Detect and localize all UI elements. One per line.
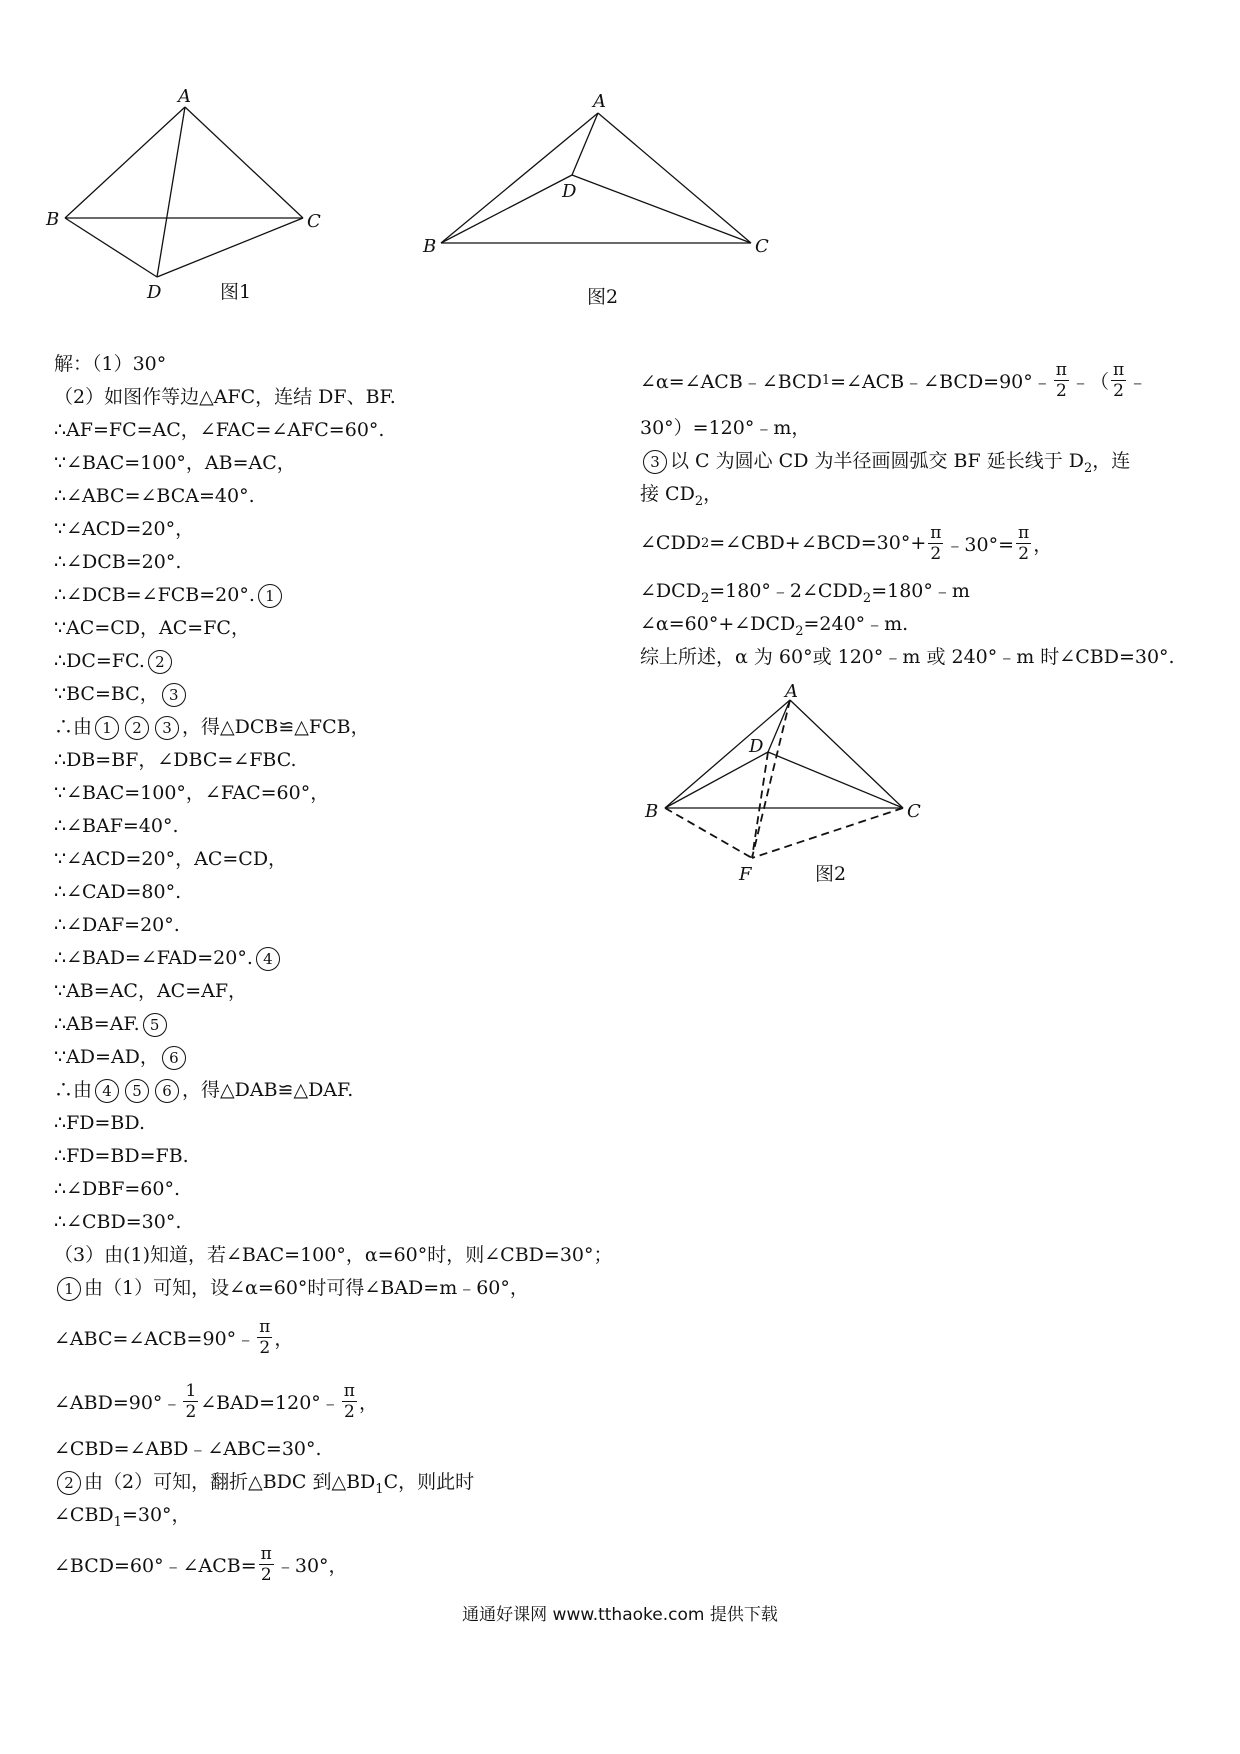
fraction	[1054, 360, 1069, 401]
text-line	[54, 1041, 614, 1074]
text-line: 30°）=120°﹣m，	[640, 417, 811, 439]
text-segment: ﹣（	[1070, 370, 1109, 393]
text-segment: ∠CBD	[54, 1504, 114, 1526]
numerator: π	[259, 1316, 271, 1337]
fraction	[1111, 360, 1126, 401]
text-segment: ∠ABC=∠ACB=90°﹣	[54, 1327, 256, 1350]
text-line	[54, 678, 614, 711]
subscript: 1	[821, 372, 831, 388]
subscript: 1	[375, 1481, 384, 1497]
text-segment: =30°，	[121, 1504, 191, 1526]
text-segment: =180°﹣2∠CDD	[709, 580, 863, 602]
text-line	[54, 942, 614, 975]
text-segment: ，连	[1092, 450, 1131, 472]
text-segment: 接 CD	[640, 483, 695, 505]
label-b: B	[423, 236, 437, 257]
denominator: 2	[1018, 543, 1030, 564]
label-b: B	[645, 801, 659, 822]
segment-ab	[441, 113, 598, 243]
label-d: D	[562, 181, 577, 202]
text-line: ∴∠DBF=60°.	[54, 1178, 181, 1200]
text-line	[54, 1499, 614, 1532]
text-segment: =∠CBD+∠BCD=30°+	[709, 532, 927, 554]
text-segment: ∴∠BAD=∠FAD=20°.	[54, 947, 253, 969]
label-b: B	[46, 209, 60, 230]
circled-number: 6	[162, 1046, 186, 1070]
segment-ad	[572, 113, 598, 175]
text-line	[640, 445, 1200, 478]
text-line: ∴∠ABC=∠BCA=40°.	[54, 485, 255, 507]
circled-number: 2	[148, 650, 172, 674]
text-segment: ，	[703, 483, 723, 505]
figure-1	[40, 85, 360, 315]
segment-dc	[572, 175, 751, 243]
text-segment: ﹣30°，	[275, 1554, 348, 1577]
label-d: D	[147, 282, 162, 303]
denominator: 2	[930, 543, 942, 564]
numerator: π	[343, 1380, 355, 1401]
label-c: C	[755, 236, 769, 257]
text-segment: ，得△DAB≌△DAF.	[182, 1079, 354, 1101]
circled-number: 3	[162, 683, 186, 707]
subscript: 2	[1083, 460, 1093, 476]
formula-line	[54, 1369, 614, 1433]
text-segment: 由（1）可知，设∠α=60°时可得∠BAD=m﹣60°，	[84, 1277, 529, 1299]
segment-bd	[441, 175, 572, 243]
fraction	[928, 523, 943, 564]
text-line	[54, 1272, 614, 1305]
text-segment: ﹣	[1128, 370, 1148, 393]
subscript: 1	[113, 1514, 122, 1530]
segment-ac	[790, 700, 903, 808]
segment-ac	[598, 113, 751, 243]
text-line	[640, 575, 1200, 608]
label-a: A	[178, 86, 191, 107]
fraction	[259, 1544, 274, 1585]
circled-number: 6	[155, 1079, 179, 1103]
circled-number: 2	[57, 1471, 81, 1495]
fraction	[183, 1381, 198, 1422]
text-line	[640, 478, 1200, 511]
text-segment: ∴AB=AF.	[54, 1013, 140, 1035]
circled-number: 1	[57, 1277, 81, 1301]
text-line	[54, 711, 614, 744]
circled-number: 5	[143, 1013, 167, 1037]
figure-3-drawing	[635, 680, 955, 900]
text-line: ∴AF=FC=AC，∠FAC=∠AFC=60°.	[54, 419, 385, 441]
label-a: A	[593, 91, 606, 112]
circled-number: 1	[95, 716, 119, 740]
formula-line	[640, 511, 1200, 575]
text-line: ∴∠CAD=80°.	[54, 881, 182, 903]
figure-3-caption: 图2	[815, 863, 847, 885]
text-segment: ∠BAD=120°﹣	[200, 1391, 340, 1414]
text-segment: ，	[358, 1391, 378, 1414]
segment-ad	[157, 107, 185, 277]
text-line: ∴∠BAF=40°.	[54, 815, 179, 837]
numerator: π	[930, 522, 942, 543]
fraction	[1016, 523, 1031, 564]
text-line	[54, 1074, 614, 1107]
text-segment: ，	[1033, 533, 1053, 556]
figure-2-drawing	[415, 85, 769, 345]
subscript: 2	[700, 590, 710, 606]
right-column	[640, 348, 1200, 674]
text-line: ∵∠BAC=100°，AB=AC，	[54, 452, 296, 474]
denominator: 2	[185, 1401, 197, 1422]
text-line: ∵∠ACD=20°，AC=CD，	[54, 848, 288, 870]
segment-dc	[768, 752, 903, 808]
numerator: π	[1018, 522, 1030, 543]
denominator: 2	[259, 1337, 271, 1358]
text-line: 解：（1）30°	[54, 353, 167, 375]
text-segment: ∵AD=AD，	[54, 1046, 159, 1068]
figure-1-caption: 图1	[220, 281, 252, 303]
text-segment: 以 C 为圆心 CD 为半径画圆弧交 BF 延长线于 D	[670, 450, 1084, 472]
text-segment: =∠ACB﹣∠BCD=90°﹣	[830, 370, 1052, 393]
text-line: （2）如图作等边△AFC，连结 DF、BF.	[54, 386, 396, 408]
segment-cd	[157, 218, 303, 277]
denominator: 2	[1113, 380, 1124, 401]
denominator: 2	[343, 1401, 355, 1422]
text-segment: ，	[274, 1327, 294, 1350]
label-c: C	[307, 211, 321, 232]
segment-ac	[185, 107, 303, 218]
denominator: 2	[260, 1564, 272, 1585]
segment-af	[752, 700, 790, 858]
subscript: 2	[700, 535, 710, 551]
text-segment: ∠α=60°+∠DCD	[640, 613, 796, 635]
text-line: ∵AC=CD，AC=FC，	[54, 617, 250, 639]
circled-number: 4	[95, 1079, 119, 1103]
text-line: ∴FD=BD.	[54, 1112, 145, 1134]
text-segment: ∠BCD=60°﹣∠ACB=	[54, 1554, 257, 1577]
text-segment: ∴由	[54, 1079, 93, 1101]
numerator: π	[1112, 359, 1125, 380]
text-line	[54, 1008, 614, 1041]
circled-number: 2	[125, 716, 149, 740]
text-line: ∴∠DCB=20°.	[54, 551, 182, 573]
segment-cf	[752, 808, 903, 858]
text-line: ∴∠CBD=30°.	[54, 1211, 182, 1233]
circled-number: 3	[155, 716, 179, 740]
figure-3	[635, 680, 955, 900]
text-segment: ∴由	[54, 716, 93, 738]
figure-2-caption: 图2	[587, 286, 619, 308]
text-line: ∴FD=BD=FB.	[54, 1145, 189, 1167]
text-segment: ﹣30°=	[945, 533, 1015, 556]
text-segment: =180°﹣m	[871, 580, 970, 602]
text-segment: =240°﹣m.	[803, 613, 909, 635]
segment-bd	[665, 752, 768, 808]
text-line: ∴∠DAF=20°.	[54, 914, 180, 936]
fraction	[342, 1381, 357, 1422]
label-f: F	[739, 864, 752, 885]
label-c: C	[907, 801, 921, 822]
circled-number: 1	[258, 584, 282, 608]
text-line	[54, 579, 614, 612]
text-line: ∠CBD=∠ABD﹣∠ABC=30°.	[54, 1438, 322, 1460]
circled-number: 4	[256, 947, 280, 971]
denominator: 2	[1055, 380, 1067, 401]
formula-line	[640, 348, 1200, 412]
text-segment: ∠ABD=90°﹣	[54, 1391, 182, 1414]
text-line: 综上所述，α 为 60°或 120°﹣m 或 240°﹣m 时∠CBD=30°.	[640, 646, 1175, 668]
subscript: 2	[862, 590, 872, 606]
segment-bf	[665, 808, 752, 858]
text-line: ∵AB=AC，AC=AF，	[54, 980, 248, 1002]
numerator: π	[260, 1543, 272, 1564]
text-line	[640, 608, 1200, 641]
text-line	[54, 1466, 614, 1499]
text-line: ∵∠BAC=100°，∠FAC=60°，	[54, 782, 330, 804]
text-line	[54, 645, 614, 678]
text-segment: ∠DCD	[640, 580, 701, 602]
formula-line	[54, 1532, 614, 1596]
label-a: A	[785, 681, 798, 702]
text-segment: ∠α=∠ACB﹣∠BCD	[640, 370, 822, 393]
circled-number: 3	[643, 450, 667, 474]
subscript: 2	[795, 623, 804, 639]
numerator: 1	[185, 1380, 197, 1401]
text-segment: ∴DC=FC.	[54, 650, 145, 672]
left-column	[54, 348, 614, 1596]
text-line: ∴DB=BF，∠DBC=∠FBC.	[54, 749, 297, 771]
numerator: π	[1055, 359, 1067, 380]
text-segment: 由（2）可知，翻折△BDC 到△BD	[84, 1471, 376, 1493]
label-d: D	[749, 736, 764, 757]
text-segment: C，则此时	[383, 1471, 475, 1493]
text-segment: ∴∠DCB=∠FCB=20°.	[54, 584, 255, 606]
figure-1-drawing	[40, 85, 360, 315]
subscript: 2	[694, 493, 704, 509]
footer: 通通好课网 www.tthaoke.com 提供下载	[462, 1605, 778, 1625]
fraction	[257, 1317, 272, 1358]
segment-ab	[65, 107, 185, 218]
text-segment: ∵BC=BC，	[54, 683, 159, 705]
formula-line	[54, 1305, 614, 1369]
text-line: （3）由(1)知道，若∠BAC=100°，α=60°时，则∠CBD=30°；	[54, 1244, 613, 1266]
circled-number: 5	[125, 1079, 149, 1103]
text-segment: ，得△DCB≌△FCB，	[182, 716, 370, 738]
segment-bd	[65, 218, 157, 277]
figure-2	[415, 85, 769, 345]
text-line: ∵∠ACD=20°，	[54, 518, 195, 540]
text-segment: ∠CDD	[640, 532, 701, 554]
